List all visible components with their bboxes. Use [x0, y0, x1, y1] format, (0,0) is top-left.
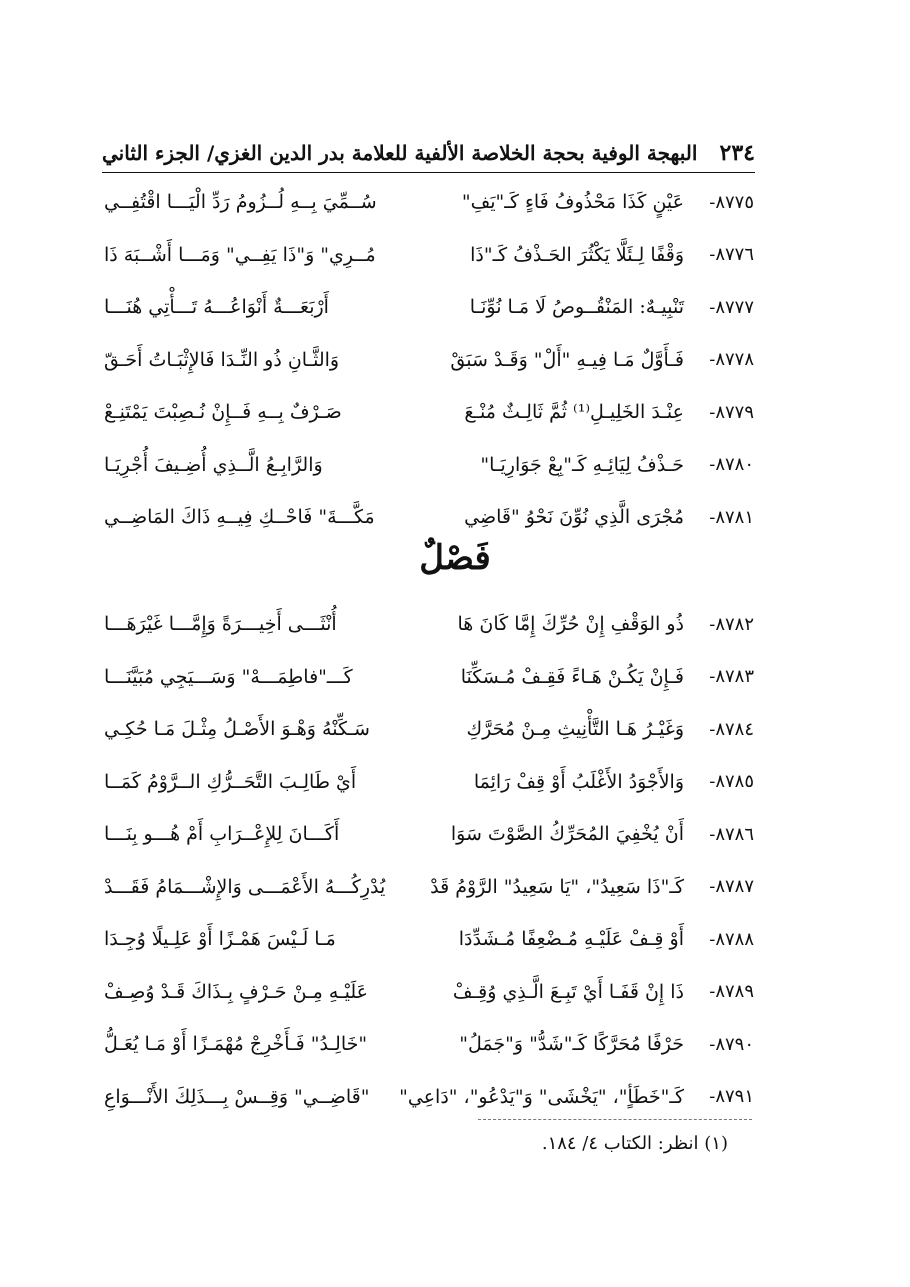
page-header	[102, 134, 755, 173]
verse-second-hemistich: مُــرِي" وَ"ذَا يَفِــي" وَمَـــا أَشْــبَهَ ذَا	[104, 243, 376, 266]
verse-number: ٨٧٩٠-	[709, 1033, 754, 1055]
verse-first-hemistich: أَوْ قِـفْ عَلَيْـهِ مُـضْعِفًا مُـشَدِّدَا	[458, 928, 684, 951]
verse-line	[104, 598, 754, 651]
verse-number: ٨٧٧٨-	[709, 349, 754, 371]
verse-line	[104, 229, 754, 282]
verse-first-hemistich: أَنْ يُخْفِيَ المُحَرِّكُ الصَّوْتَ سَوَا	[450, 823, 684, 846]
footnote: (١) انظر: الكتاب ٤/ ١٨٤.	[541, 1133, 728, 1154]
verse-first-hemistich: كَـ"ذَا سَعِيدُ"، "يَا سَعِيدُ" الرَّوْمُ قَدْ	[430, 875, 684, 898]
verse-second-hemistich: أَكَـــانَ لِلإِعْــرَابِ أَمْ هُـــو بِنَـــا	[104, 823, 340, 846]
verse-second-hemistich: سَـكِّنْهُ وَهْـوَ الأَصْـلُ مِثْـلَ مَـا حُكِـي	[104, 718, 370, 741]
verse-second-hemistich: وَالثَّـانِ ذُو النِّـدَا فَالإِثْبَـاتُ أَحَـقّ	[104, 348, 340, 371]
verse-number: ٨٧٧٧-	[709, 296, 754, 318]
verse-line	[104, 808, 754, 861]
verse-line	[104, 1018, 754, 1071]
verse-second-hemistich: سُــمِّيَ بِــهِ لُــزُومُ رَدِّ الْيَـــا اقْتُفِــي	[104, 191, 377, 214]
verse-first-hemistich: وَقْفًا لِـئَلَّا يَكْثُرَ الحَـذْفُ كَـ"ذَا	[470, 243, 684, 266]
verse-first-hemistich: ذُو الوَقْفِ إِنْ حُرِّكَ إِمَّا كَانَ هَا	[457, 613, 684, 636]
verse-first-hemistich: مُجْرَى الَّذِي نُوِّنَ نَحْوُ "قَاضِي	[464, 506, 684, 529]
verse-first-hemistich: عَيْنٍ كَذَا مَحْذُوفُ فَاءٍ كَـ"يَفِ"	[461, 191, 684, 214]
verse-first-hemistich: تَنْبِيـهٌ: المَنْقُــوصُ لَا مَـا نُوِّنَـا	[469, 296, 684, 319]
verse-second-hemistich: وَالرَّابِـعُ الَّــذِي أُضِـيفَ أُجْرِيَـا	[104, 453, 323, 476]
verse-first-hemistich: حَرْفًا مُحَرَّكًا كَـ"شَدُّ" وَ"جَمَلُ"	[459, 1033, 684, 1056]
section-title: فَصْلٌ	[419, 538, 491, 578]
verse-line	[104, 1071, 754, 1124]
verse-line	[104, 439, 754, 492]
verse-first-hemistich: فَـإِنْ يَكُـنْ هَـاءً فَقِـفْ مُـسَكِّنَا	[460, 665, 684, 688]
verse-block-1	[104, 176, 754, 544]
verse-number: ٨٧٧٥-	[709, 191, 754, 213]
verse-number: ٨٧٩١-	[709, 1086, 754, 1108]
verse-number: ٨٧٨٨-	[709, 928, 754, 950]
verse-second-hemistich: يُدْرِكُـــهُ الأَعْمَـــى وَالإِشْـــمَامُ فَقَـــدْ	[104, 875, 386, 898]
verse-line	[104, 281, 754, 334]
verse-second-hemistich: عَلَيْـهِ مِـنْ حَـرْفٍ بِـذَاكَ قَـدْ وُصِـفْ	[104, 980, 368, 1003]
verse-number: ٨٧٨٣-	[709, 666, 754, 688]
verse-second-hemistich: "قَاضِــي" وَقِــسْ بِـــذَلِكَ الأَنْـــوَاعِ	[104, 1085, 370, 1108]
page-number: ٢٣٤	[719, 140, 755, 166]
verse-second-hemistich: أُنْثَـــى أَخِيـــرَةً وَإِمَّـــا غَيْرَهَـــا	[104, 613, 337, 636]
footnote-separator	[478, 1119, 752, 1120]
verse-number: ٨٧٨٤-	[709, 718, 754, 740]
verse-line	[104, 756, 754, 809]
verse-number: ٨٧٧٦-	[709, 244, 754, 266]
verse-second-hemistich: أَرْبَعَـــةٌ أَنْوَاعُـــهُ تَـــأْتِي هُنَـــا	[104, 296, 329, 319]
verse-line	[104, 334, 754, 387]
verse-second-hemistich: "خَالِـدُ" فَـأَخْرِجْ مُهْمَـزًا أَوْ مَـا يُعَـلُّ	[104, 1033, 368, 1056]
verse-number: ٨٧٨٥-	[709, 771, 754, 793]
verse-line	[104, 861, 754, 914]
verse-first-hemistich: كَـ"خَطَأٍ"، "يَخْشَى" وَ"يَدْعُو"، "دَاعِي"	[399, 1085, 684, 1108]
verse-block-2	[104, 598, 754, 1123]
verse-line	[104, 966, 754, 1019]
verse-first-hemistich: حَـذْفُ لِيَائِـهِ كَـ"بِعْ جَوَارِيَـا"	[480, 453, 684, 476]
verse-line	[104, 491, 754, 544]
verse-number: ٨٧٨٧-	[709, 876, 754, 898]
verse-first-hemistich: وَالأَجْوَدُ الأَغْلَبُ أَوْ قِفْ رَائِمَا	[473, 770, 684, 793]
verse-line	[104, 703, 754, 756]
verse-number: ٨٧٨٩-	[709, 981, 754, 1003]
verse-first-hemistich: ذَا إِنْ قَفَـا أَيْ تَبِـعَ الَّـذِي وُقِـفْ	[452, 980, 684, 1003]
verse-second-hemistich: صَـرْفٌ بِــهِ فَــإِنْ نُـصِبْتَ يَمْتَنِـعْ	[104, 401, 342, 424]
verse-second-hemistich: مَكَّـــةَ" فَاحْــكِ فِيــهِ ذَاكَ المَاضِــي	[104, 506, 375, 529]
verse-first-hemistich: وَغَيْـرُ هَـا التَّأْنِيثِ مِـنْ مُحَرَّكِ	[466, 718, 684, 741]
verse-first-hemistich: عِنْـدَ الخَلِيـلِ⁽¹⁾ ثُمَّ ثَالِـثٌ مُنْـعَ	[464, 401, 684, 424]
running-title: البهجة الوفية بحجة الخلاصة الألفية للعلامة بدر الدين الغزي/ الجزء الثاني	[102, 141, 698, 165]
verse-number: ٨٧٨٦-	[709, 823, 754, 845]
verse-number: ٨٧٧٩-	[709, 401, 754, 423]
verse-number: ٨٧٨٢-	[709, 613, 754, 635]
verse-second-hemistich: كَـــ"فاطِمَـــهْ" وَسَـــيَجِي مُبَيَّنَـــا	[104, 665, 353, 688]
verse-number: ٨٧٨١-	[709, 506, 754, 528]
verse-line	[104, 176, 754, 229]
verse-number: ٨٧٨٠-	[709, 454, 754, 476]
verse-second-hemistich: مَـا لَـيْسَ هَمْـزًا أَوْ عَلِـيلًا وُجِـدَا	[104, 928, 336, 951]
verse-line	[104, 386, 754, 439]
verse-line	[104, 913, 754, 966]
verse-second-hemistich: أَيْ طَالِـبَ التَّحَــرُّكِ الــرَّوْمُ كَمَــا	[104, 770, 357, 793]
verse-first-hemistich: فَـأَوَّلٌ مَـا فِيـهِ "أَلْ" وَقَـدْ سَبَقْ	[450, 348, 684, 371]
verse-line	[104, 651, 754, 704]
